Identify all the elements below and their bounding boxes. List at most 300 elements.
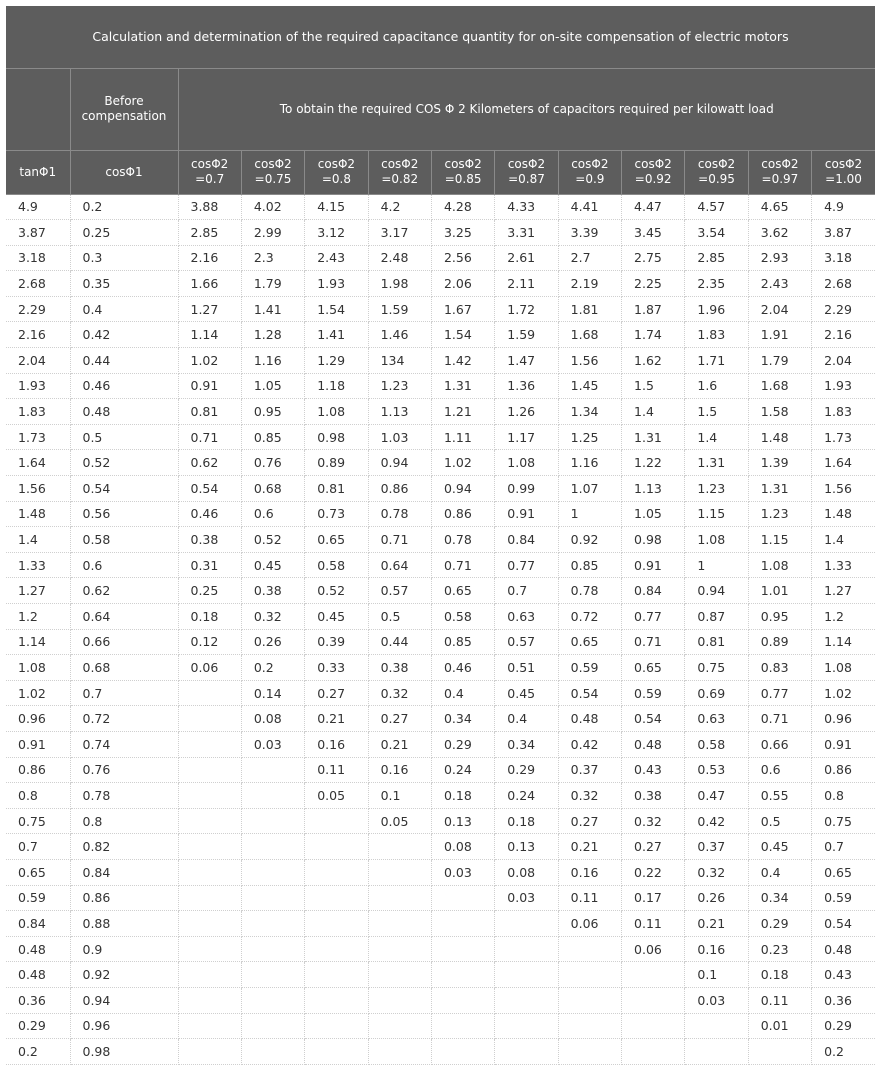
cell-capacitor-value: 0.18: [748, 962, 811, 988]
cell-capacitor-value: 0.81: [178, 399, 241, 425]
cell-capacitor-value: 0.86: [431, 501, 494, 527]
cell-capacitor-value: 0.24: [431, 757, 494, 783]
cell-capacitor-value: 1.62: [622, 348, 685, 374]
empty-header-cell: [6, 68, 70, 150]
cell-cos-phi1: 0.6: [70, 552, 178, 578]
cell-capacitor-value: 0.34: [495, 731, 558, 757]
cell-capacitor-value: [241, 859, 304, 885]
cell-capacitor-value: 0.84: [622, 578, 685, 604]
cell-capacitor-value: 0.59: [558, 655, 621, 681]
cell-capacitor-value: 0.71: [178, 424, 241, 450]
cell-capacitor-value: 0.08: [431, 834, 494, 860]
cell-capacitor-value: [495, 1013, 558, 1039]
cell-capacitor-value: 1.39: [748, 450, 811, 476]
cell-tan-phi1: 1.02: [6, 680, 70, 706]
cell-capacitor-value: [368, 911, 431, 937]
cell-capacitor-value: [495, 962, 558, 988]
cell-capacitor-value: 0.21: [558, 834, 621, 860]
cell-capacitor-value: 1.54: [305, 296, 368, 322]
table-row: [6, 348, 875, 374]
cell-tan-phi1: 2.68: [6, 271, 70, 297]
cell-capacitor-value: 1.08: [305, 399, 368, 425]
cell-capacitor-value: [748, 1039, 811, 1065]
cell-capacitor-value: [305, 936, 368, 962]
cell-capacitor-value: [431, 962, 494, 988]
cell-capacitor-value: 0.21: [685, 911, 748, 937]
capacitance-table-container: [6, 6, 875, 1065]
cell-capacitor-value: 0.43: [812, 962, 875, 988]
cell-capacitor-value: 0.29: [431, 731, 494, 757]
cell-cos-phi1: 0.68: [70, 655, 178, 681]
cell-capacitor-value: 1.08: [495, 450, 558, 476]
cell-capacitor-value: 0.86: [368, 476, 431, 502]
cell-cos-phi1: 0.86: [70, 885, 178, 911]
cell-capacitor-value: 0.91: [178, 373, 241, 399]
cell-capacitor-value: 1.93: [305, 271, 368, 297]
cell-capacitor-value: 0.45: [748, 834, 811, 860]
cell-capacitor-value: 0.33: [305, 655, 368, 681]
cell-cos-phi1: 0.58: [70, 527, 178, 553]
cell-cos-phi1: 0.74: [70, 731, 178, 757]
cell-capacitor-value: 0.91: [622, 552, 685, 578]
cell-capacitor-value: 0.1: [368, 783, 431, 809]
cell-capacitor-value: 0.2: [812, 1039, 875, 1065]
cell-capacitor-value: 3.39: [558, 220, 621, 246]
cell-capacitor-value: [178, 962, 241, 988]
cell-capacitor-value: 0.48: [812, 936, 875, 962]
cell-capacitor-value: 1.83: [685, 322, 748, 348]
cell-capacitor-value: 1.23: [685, 476, 748, 502]
cell-capacitor-value: 0.91: [812, 731, 875, 757]
cell-capacitor-value: 1.58: [748, 399, 811, 425]
cell-capacitor-value: 1.68: [558, 322, 621, 348]
cell-capacitor-value: 1.08: [748, 552, 811, 578]
cell-capacitor-value: [241, 808, 304, 834]
cell-capacitor-value: 2.16: [178, 245, 241, 271]
cell-capacitor-value: 1.66: [178, 271, 241, 297]
cell-capacitor-value: [178, 911, 241, 937]
cell-capacitor-value: 0.11: [622, 911, 685, 937]
cell-capacitor-value: 0.13: [495, 834, 558, 860]
cell-capacitor-value: [495, 987, 558, 1013]
cell-cos-phi1: 0.7: [70, 680, 178, 706]
cell-capacitor-value: 1.54: [431, 322, 494, 348]
cell-capacitor-value: 3.25: [431, 220, 494, 246]
cell-capacitor-value: 0.65: [558, 629, 621, 655]
cell-capacitor-value: [241, 962, 304, 988]
cell-capacitor-value: 0.55: [748, 783, 811, 809]
cell-capacitor-value: 3.45: [622, 220, 685, 246]
cell-capacitor-value: 2.3: [241, 245, 304, 271]
cell-capacitor-value: 1.73: [812, 424, 875, 450]
cell-capacitor-value: 1: [685, 552, 748, 578]
cell-capacitor-value: 1.18: [305, 373, 368, 399]
cell-capacitor-value: 0.13: [431, 808, 494, 834]
cell-capacitor-value: 0.16: [305, 731, 368, 757]
cell-capacitor-value: [241, 1039, 304, 1065]
cell-capacitor-value: 1.5: [622, 373, 685, 399]
cell-capacitor-value: 1.14: [178, 322, 241, 348]
cell-capacitor-value: 0.18: [178, 604, 241, 630]
cell-capacitor-value: 1.34: [558, 399, 621, 425]
cell-capacitor-value: 0.12: [178, 629, 241, 655]
table-row: [6, 834, 875, 860]
table-row: [6, 859, 875, 885]
cell-tan-phi1: 1.4: [6, 527, 70, 553]
table-row: [6, 476, 875, 502]
cell-capacitor-value: 0.37: [558, 757, 621, 783]
cell-capacitor-value: [305, 834, 368, 860]
cell-capacitor-value: 0.05: [305, 783, 368, 809]
table-body: [6, 194, 875, 1064]
cell-capacitor-value: 134: [368, 348, 431, 374]
cell-capacitor-value: 0.21: [368, 731, 431, 757]
cell-capacitor-value: [431, 987, 494, 1013]
cell-capacitor-value: [558, 1039, 621, 1065]
cell-capacitor-value: 0.71: [368, 527, 431, 553]
table-row: [6, 757, 875, 783]
cell-capacitor-value: 0.4: [495, 706, 558, 732]
cell-capacitor-value: [178, 987, 241, 1013]
cell-capacitor-value: 2.43: [748, 271, 811, 297]
cell-capacitor-value: 1.41: [305, 322, 368, 348]
cell-tan-phi1: 0.7: [6, 834, 70, 860]
cell-capacitor-value: 1.79: [241, 271, 304, 297]
cell-cos-phi1: 0.94: [70, 987, 178, 1013]
cell-tan-phi1: 3.87: [6, 220, 70, 246]
cell-capacitor-value: 0.18: [431, 783, 494, 809]
cell-tan-phi1: 0.8: [6, 783, 70, 809]
column-header-row: [6, 150, 875, 194]
table-row: [6, 552, 875, 578]
cell-capacitor-value: 0.34: [748, 885, 811, 911]
cell-capacitor-value: 0.96: [812, 706, 875, 732]
cell-capacitor-value: 1.59: [495, 322, 558, 348]
table-row: [6, 962, 875, 988]
cell-cos-phi1: 0.98: [70, 1039, 178, 1065]
table-row: [6, 936, 875, 962]
cell-capacitor-value: 0.89: [305, 450, 368, 476]
cell-capacitor-value: 1.64: [812, 450, 875, 476]
cell-capacitor-value: 3.54: [685, 220, 748, 246]
cell-cos-phi1: 0.64: [70, 604, 178, 630]
cell-capacitor-value: 1.81: [558, 296, 621, 322]
cell-capacitor-value: 0.32: [241, 604, 304, 630]
table-row: [6, 911, 875, 937]
cell-tan-phi1: 0.91: [6, 731, 70, 757]
cell-cos-phi1: 0.35: [70, 271, 178, 297]
cell-capacitor-value: 0.27: [305, 680, 368, 706]
cell-cos-phi1: 0.96: [70, 1013, 178, 1039]
cell-capacitor-value: 1.68: [748, 373, 811, 399]
cell-capacitor-value: 0.6: [241, 501, 304, 527]
cell-capacitor-value: 0.81: [305, 476, 368, 502]
table-row: [6, 1013, 875, 1039]
cell-capacitor-value: 1.96: [685, 296, 748, 322]
cell-capacitor-value: 1.98: [368, 271, 431, 297]
cell-capacitor-value: 3.12: [305, 220, 368, 246]
cell-capacitor-value: 1.02: [431, 450, 494, 476]
cell-capacitor-value: 2.85: [685, 245, 748, 271]
cell-capacitor-value: 1.05: [622, 501, 685, 527]
cell-capacitor-value: 0.85: [431, 629, 494, 655]
cell-capacitor-value: [368, 885, 431, 911]
cell-capacitor-value: 0.29: [812, 1013, 875, 1039]
cell-capacitor-value: [305, 1039, 368, 1065]
cell-capacitor-value: 0.92: [558, 527, 621, 553]
cell-capacitor-value: 1.02: [178, 348, 241, 374]
cell-capacitor-value: [178, 1013, 241, 1039]
cell-capacitor-value: [241, 1013, 304, 1039]
cell-capacitor-value: 0.68: [241, 476, 304, 502]
cell-capacitor-value: 3.88: [178, 194, 241, 220]
cell-capacitor-value: 0.32: [622, 808, 685, 834]
cell-tan-phi1: 0.84: [6, 911, 70, 937]
cell-capacitor-value: 4.33: [495, 194, 558, 220]
cell-cos-phi1: 0.44: [70, 348, 178, 374]
cell-capacitor-value: 0.6: [748, 757, 811, 783]
cell-capacitor-value: 4.9: [812, 194, 875, 220]
cell-capacitor-value: 0.38: [241, 578, 304, 604]
cell-capacitor-value: 2.06: [431, 271, 494, 297]
cell-capacitor-value: [178, 885, 241, 911]
cell-capacitor-value: 2.16: [812, 322, 875, 348]
cell-cos-phi1: 0.62: [70, 578, 178, 604]
cell-capacitor-value: [368, 962, 431, 988]
cell-capacitor-value: 0.08: [495, 859, 558, 885]
cell-capacitor-value: 0.57: [368, 578, 431, 604]
cell-capacitor-value: 0.42: [685, 808, 748, 834]
cell-capacitor-value: 1.56: [558, 348, 621, 374]
cell-tan-phi1: 0.75: [6, 808, 70, 834]
cell-tan-phi1: 0.29: [6, 1013, 70, 1039]
cell-cos-phi1: 0.76: [70, 757, 178, 783]
cell-capacitor-value: 0.46: [431, 655, 494, 681]
cell-capacitor-value: 0.27: [368, 706, 431, 732]
cell-capacitor-value: 0.45: [495, 680, 558, 706]
table-row: [6, 885, 875, 911]
cell-capacitor-value: [431, 936, 494, 962]
cell-capacitor-value: 0.27: [558, 808, 621, 834]
cell-capacitor-value: 1.31: [431, 373, 494, 399]
cell-capacitor-value: 0.62: [178, 450, 241, 476]
cell-capacitor-value: 1.59: [368, 296, 431, 322]
cell-capacitor-value: 3.18: [812, 245, 875, 271]
cell-capacitor-value: [558, 987, 621, 1013]
cell-capacitor-value: 1.72: [495, 296, 558, 322]
cell-capacitor-value: 0.86: [812, 757, 875, 783]
cell-capacitor-value: 0.37: [685, 834, 748, 860]
table-row: [6, 194, 875, 220]
cell-capacitor-value: 0.64: [368, 552, 431, 578]
cell-capacitor-value: 2.93: [748, 245, 811, 271]
cell-capacitor-value: [368, 834, 431, 860]
table-row: [6, 373, 875, 399]
cell-capacitor-value: 4.65: [748, 194, 811, 220]
cell-capacitor-value: 0.46: [178, 501, 241, 527]
cell-capacitor-value: [685, 1013, 748, 1039]
cell-tan-phi1: 1.08: [6, 655, 70, 681]
cell-capacitor-value: 0.25: [178, 578, 241, 604]
col-header-target-cos-phi2: cosΦ2 =0.9: [558, 150, 621, 194]
cell-capacitor-value: [178, 834, 241, 860]
cell-capacitor-value: 0.11: [305, 757, 368, 783]
cell-capacitor-value: [241, 885, 304, 911]
cell-capacitor-value: 1.67: [431, 296, 494, 322]
cell-capacitor-value: [241, 911, 304, 937]
cell-capacitor-value: [622, 987, 685, 1013]
cell-capacitor-value: 2.04: [812, 348, 875, 374]
cell-capacitor-value: 0.29: [748, 911, 811, 937]
table-row: [6, 987, 875, 1013]
cell-cos-phi1: 0.3: [70, 245, 178, 271]
cell-capacitor-value: 0.24: [495, 783, 558, 809]
cell-capacitor-value: 0.29: [495, 757, 558, 783]
cell-cos-phi1: 0.4: [70, 296, 178, 322]
cell-capacitor-value: 1.28: [241, 322, 304, 348]
cell-capacitor-value: 1.48: [812, 501, 875, 527]
cell-capacitor-value: 1.16: [241, 348, 304, 374]
cell-capacitor-value: [305, 885, 368, 911]
cell-capacitor-value: 2.68: [812, 271, 875, 297]
col-header-target-cos-phi2: cosΦ2 =0.92: [622, 150, 685, 194]
cell-capacitor-value: 0.16: [558, 859, 621, 885]
cell-capacitor-value: 2.25: [622, 271, 685, 297]
cell-cos-phi1: 0.25: [70, 220, 178, 246]
cell-capacitor-value: 3.31: [495, 220, 558, 246]
cell-tan-phi1: 2.16: [6, 322, 70, 348]
cell-tan-phi1: 3.18: [6, 245, 70, 271]
cell-capacitor-value: 0.98: [622, 527, 685, 553]
cell-capacitor-value: [178, 757, 241, 783]
cell-capacitor-value: 0.01: [748, 1013, 811, 1039]
cell-capacitor-value: [431, 1013, 494, 1039]
table-row: [6, 783, 875, 809]
table-row: [6, 271, 875, 297]
cell-capacitor-value: 1.74: [622, 322, 685, 348]
cell-capacitor-value: 1.42: [431, 348, 494, 374]
cell-capacitor-value: 1.4: [622, 399, 685, 425]
cell-capacitor-value: 2.7: [558, 245, 621, 271]
cell-cos-phi1: 0.42: [70, 322, 178, 348]
cell-capacitor-value: [431, 885, 494, 911]
cell-capacitor-value: 0.45: [241, 552, 304, 578]
cell-cos-phi1: 0.72: [70, 706, 178, 732]
cell-capacitor-value: 0.5: [748, 808, 811, 834]
cell-capacitor-value: 0.47: [685, 783, 748, 809]
col-header-target-cos-phi2: cosΦ2 =0.95: [685, 150, 748, 194]
cell-capacitor-value: 1.26: [495, 399, 558, 425]
target-group-header: To obtain the required COS Φ 2 Kilometers of capacitors required per kilowatt load: [178, 68, 875, 150]
cell-tan-phi1: 2.29: [6, 296, 70, 322]
before-compensation-header: Before compensation: [70, 68, 178, 150]
cell-capacitor-value: 0.03: [495, 885, 558, 911]
cell-capacitor-value: 1.56: [812, 476, 875, 502]
cell-capacitor-value: [305, 859, 368, 885]
cell-capacitor-value: 0.84: [495, 527, 558, 553]
cell-capacitor-value: 0.11: [748, 987, 811, 1013]
cell-cos-phi1: 0.2: [70, 194, 178, 220]
cell-capacitor-value: 0.52: [305, 578, 368, 604]
cell-capacitor-value: 0.17: [622, 885, 685, 911]
cell-capacitor-value: 0.08: [241, 706, 304, 732]
cell-tan-phi1: 0.86: [6, 757, 70, 783]
cell-capacitor-value: 0.51: [495, 655, 558, 681]
cell-capacitor-value: 0.78: [431, 527, 494, 553]
cell-capacitor-value: 1.16: [558, 450, 621, 476]
cell-capacitor-value: [305, 987, 368, 1013]
cell-capacitor-value: 1.93: [812, 373, 875, 399]
cell-capacitor-value: 0.14: [241, 680, 304, 706]
col-header-cos-phi1: cosΦ1: [70, 150, 178, 194]
cell-capacitor-value: 1.08: [812, 655, 875, 681]
cell-cos-phi1: 0.66: [70, 629, 178, 655]
cell-capacitor-value: 0.1: [685, 962, 748, 988]
cell-capacitor-value: [241, 834, 304, 860]
cell-capacitor-value: [368, 987, 431, 1013]
cell-capacitor-value: 1.25: [558, 424, 621, 450]
cell-capacitor-value: 2.11: [495, 271, 558, 297]
cell-capacitor-value: 2.56: [431, 245, 494, 271]
table-row: [6, 578, 875, 604]
cell-capacitor-value: 0.32: [685, 859, 748, 885]
cell-capacitor-value: 0.77: [748, 680, 811, 706]
cell-capacitor-value: 1.83: [812, 399, 875, 425]
cell-capacitor-value: [622, 1039, 685, 1065]
cell-capacitor-value: 4.15: [305, 194, 368, 220]
cell-capacitor-value: [178, 808, 241, 834]
cell-capacitor-value: 1.23: [368, 373, 431, 399]
cell-cos-phi1: 0.56: [70, 501, 178, 527]
cell-capacitor-value: 1.45: [558, 373, 621, 399]
cell-capacitor-value: 4.41: [558, 194, 621, 220]
cell-capacitor-value: 0.48: [622, 731, 685, 757]
cell-capacitor-value: 0.69: [685, 680, 748, 706]
cell-capacitor-value: [558, 936, 621, 962]
cell-capacitor-value: 0.44: [368, 629, 431, 655]
cell-tan-phi1: 1.73: [6, 424, 70, 450]
cell-capacitor-value: [178, 706, 241, 732]
table-row: [6, 245, 875, 271]
cell-tan-phi1: 0.48: [6, 936, 70, 962]
cell-capacitor-value: 0.94: [368, 450, 431, 476]
cell-capacitor-value: 1.13: [368, 399, 431, 425]
cell-tan-phi1: 0.96: [6, 706, 70, 732]
cell-capacitor-value: 0.94: [431, 476, 494, 502]
table-row: [6, 1039, 875, 1065]
cell-capacitor-value: 1.22: [622, 450, 685, 476]
cell-capacitor-value: 0.65: [622, 655, 685, 681]
cell-capacitor-value: 0.26: [685, 885, 748, 911]
cell-capacitor-value: 1.23: [748, 501, 811, 527]
cell-capacitor-value: 0.54: [558, 680, 621, 706]
cell-capacitor-value: 0.71: [431, 552, 494, 578]
cell-tan-phi1: 0.65: [6, 859, 70, 885]
cell-capacitor-value: 4.02: [241, 194, 304, 220]
cell-capacitor-value: 1.33: [812, 552, 875, 578]
col-header-target-cos-phi2: cosΦ2 =0.82: [368, 150, 431, 194]
cell-capacitor-value: 0.06: [622, 936, 685, 962]
cell-capacitor-value: 0.99: [495, 476, 558, 502]
cell-tan-phi1: 0.36: [6, 987, 70, 1013]
cell-capacitor-value: 1.08: [685, 527, 748, 553]
cell-capacitor-value: [685, 1039, 748, 1065]
cell-capacitor-value: [241, 936, 304, 962]
cell-capacitor-value: 0.58: [685, 731, 748, 757]
capacitance-table: [6, 6, 875, 1065]
cell-capacitor-value: 0.32: [558, 783, 621, 809]
cell-capacitor-value: 0.06: [178, 655, 241, 681]
